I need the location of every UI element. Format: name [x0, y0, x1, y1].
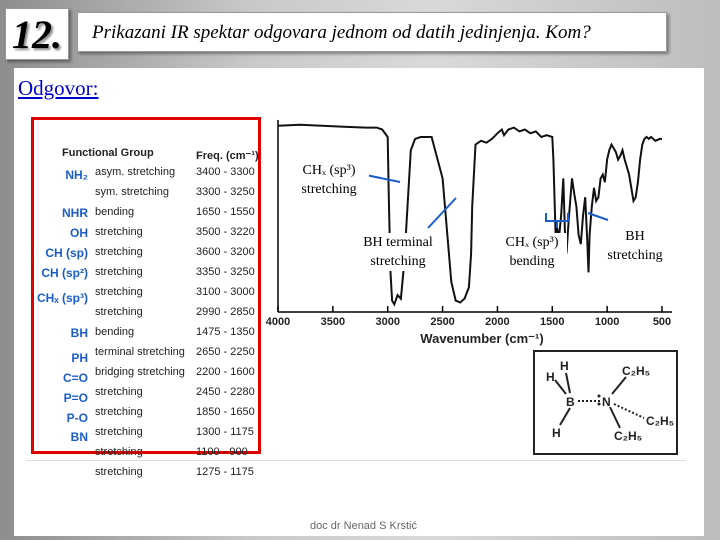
row-frequency: 1275 - 1175 [196, 466, 254, 478]
row-frequency: 3100 - 3000 [196, 286, 255, 298]
x-tick-label: 2500 [430, 316, 455, 328]
question-text: Prikazani IR spektar odgovara jednom od datih jedinjenja. Kom? [92, 22, 591, 43]
row-frequency: 3400 - 3300 [196, 166, 255, 178]
annotation-bh-stretching: BH stretching [596, 227, 674, 265]
row-group: BN [70, 430, 88, 444]
row-vibration: bending [95, 326, 135, 338]
row-frequency: 1100 - 900 [196, 446, 248, 458]
x-tick-label: 500 [652, 316, 672, 328]
row-vibration: stretching [95, 306, 143, 318]
row-group: PH [71, 351, 88, 365]
row-vibration: stretching [95, 466, 143, 478]
row-frequency: 1650 - 1550 [196, 206, 255, 218]
slide-number: 12. [12, 12, 62, 57]
row-vibration: stretching [95, 386, 143, 398]
x-tick-label: 2000 [485, 316, 510, 328]
row-vibration: stretching [95, 406, 143, 418]
answer-label: Odgovor: [18, 76, 99, 100]
row-vibration: asym. stretching [95, 166, 176, 178]
row-group: NH₂ [65, 168, 88, 182]
x-tick-label: 4000 [265, 316, 291, 328]
atom-h-top: H [560, 359, 569, 373]
row-vibration: bridging stretching [95, 366, 185, 378]
table-header-group: Functional Group [62, 147, 154, 159]
row-group: CHₓ (sp³) [36, 291, 88, 305]
row-group: CH (sp²) [41, 266, 88, 280]
x-tick-label: 1500 [540, 316, 565, 328]
row-frequency: 3500 - 3220 [196, 226, 255, 238]
row-frequency: 1300 - 1175 [196, 426, 254, 438]
row-group: BH [70, 326, 88, 340]
row-frequency: 2450 - 2280 [196, 386, 255, 398]
row-vibration: stretching [95, 446, 143, 458]
annotation-chx-stretching: CHₓ (sp³) stretching [289, 161, 369, 199]
row-vibration: stretching [95, 246, 143, 258]
row-frequency: 3600 - 3200 [196, 246, 255, 258]
row-group: OH [70, 226, 88, 240]
row-frequency: 2200 - 1600 [196, 366, 255, 378]
atom-b: B [566, 395, 575, 409]
row-vibration: bending [95, 206, 135, 218]
row-frequency: 1850 - 1650 [196, 406, 255, 418]
atom-h-left: H [546, 370, 555, 384]
annotation-chx-bending: CHₓ (sp³) bending [497, 233, 567, 271]
row-group: P-O [66, 411, 88, 425]
row-frequency: 1475 - 1350 [196, 326, 255, 338]
x-tick-label: 3000 [375, 316, 400, 328]
row-frequency: 2990 - 2850 [196, 306, 255, 318]
annotation-bh-terminal-stretching: BH terminal stretching [350, 233, 446, 271]
row-vibration: stretching [95, 266, 143, 278]
row-vibration: sym. stretching [95, 186, 169, 198]
atom-h-bottom: H [552, 426, 561, 440]
row-frequency: 3300 - 3250 [196, 186, 255, 198]
footer-author: doc dr Nenad S Krstić [310, 520, 417, 532]
row-group: CH (sp) [45, 246, 88, 260]
ethyl-right: C₂H₅ [646, 414, 675, 428]
row-group: P=O [63, 391, 88, 405]
ethyl-top: C₂H₅ [622, 364, 651, 378]
row-vibration: stretching [95, 226, 143, 238]
row-vibration: stretching [95, 286, 143, 298]
row-group: C=O [62, 371, 88, 385]
table-header-freq: Freq. (cm⁻¹) [196, 150, 259, 162]
row-frequency: 2650 - 2250 [196, 346, 255, 358]
row-group: NHR [62, 206, 88, 220]
row-frequency: 3350 - 3250 [196, 266, 255, 278]
atom-n: N [602, 395, 611, 409]
x-tick-label: 3500 [320, 316, 346, 328]
x-axis-label: Wavenumber (cm⁻¹) [420, 331, 544, 346]
x-tick-label: 1000 [594, 316, 620, 328]
row-vibration: terminal stretching [95, 346, 185, 358]
row-vibration: stretching [95, 426, 143, 438]
ethyl-bottom: C₂H₅ [614, 429, 643, 443]
